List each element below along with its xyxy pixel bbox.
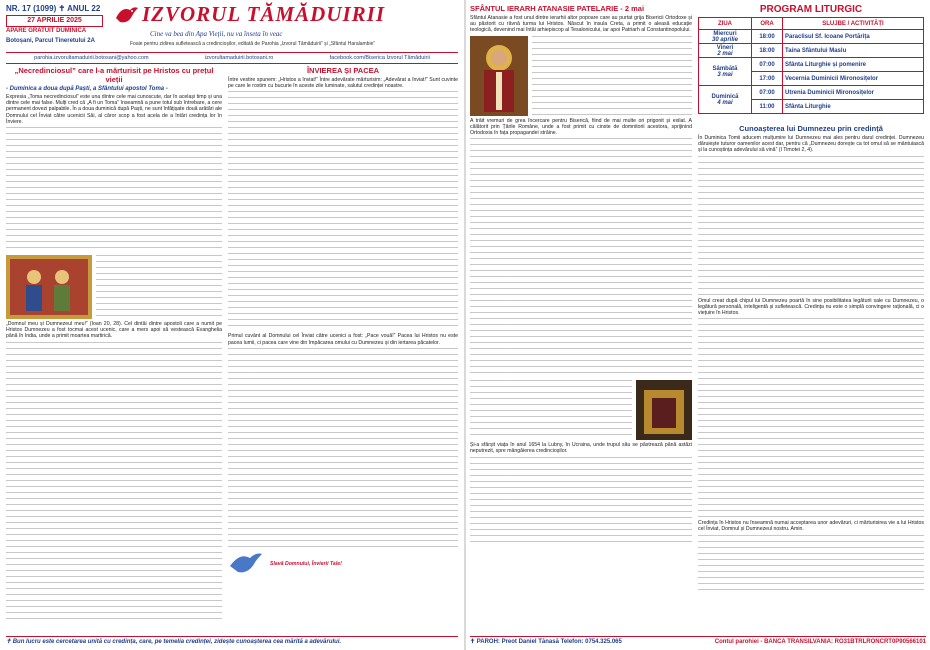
table-row	[699, 86, 924, 100]
article-paragraph: Expresia „Toma necredinciosul” este una dintre cele mai cunoscute, dar în același timp și una dintre cele mai false. Mulți cred că „A fi un Toma” înseamnă a pune totul sub întrebare, a cere permanent dovezi palpabile. În a doua duminică după Paști, ne sunt înfățișate două arătări ale Domnului cel Înviat către ucenicii Săi, al căror scop a fost acela de a întări credința lor în Înviere.	[6, 94, 222, 125]
article-paragraph: A trăit vremuri de grea încercare pentru Biserică, fiind de mai multe ori prigonit și exilat. A călătorit prin Țările Române, unde a fost primit cu cinste de domnitorii acestora, sprijinind Ortodoxia în fața propagandei străine.	[470, 117, 692, 137]
row-service: Vecernia Duminicii Mironosițelor	[783, 72, 924, 86]
dove-icon	[228, 550, 264, 578]
text-lines	[6, 342, 222, 622]
article-toma	[6, 66, 222, 632]
relics-photo	[636, 380, 692, 440]
issue-number: NR. 17 (1099) ✝ ANUL 22	[6, 4, 101, 13]
website-link[interactable]: izvorultamaduirii.botosani.ro	[204, 55, 274, 61]
row-date: 2 mai	[717, 50, 733, 57]
saint-icon	[470, 36, 528, 116]
row-time: 07:00	[752, 86, 783, 100]
article-title: Cunoașterea lui Dumnezeu prin credință	[739, 124, 883, 133]
text-lines	[470, 457, 692, 547]
newspaper-title: IZVORUL TĂMĂDUIRII	[142, 2, 386, 26]
article-paragraph: Și-a sfârșit viața în anul 1654 la Lubny, în Ucraina, unde trupul său se păstrează până astăzi neputrezit, spre mângâierea credincioșilor.	[470, 442, 692, 455]
article-subtitle: - Duminica a doua după Paști, a Sfântului apostol Toma -	[6, 86, 168, 92]
row-day: Duminică	[711, 93, 739, 100]
email-link[interactable]: parohia.izvorultamaduirii.botosani@yahoo.com	[34, 55, 149, 61]
publication-note: Foaie pentru zidirea sufletească a credincioșilor, editată de Parohia „Izvorul Tămăduirii” și „Sfântul Haralambie”	[130, 41, 376, 47]
row-day: Sâmbătă	[712, 65, 738, 72]
row-service: Paraclisul Sf. Icoane Portărița	[783, 30, 924, 44]
text-lines	[6, 127, 222, 253]
text-lines	[96, 255, 222, 319]
row-date: 3 mai	[717, 71, 733, 78]
col-header-day: ZIUA	[699, 18, 752, 30]
program-table	[698, 17, 924, 114]
article-paragraph: Primul cuvânt al Domnului cel Înviat către ucenici a fost: „Pace vouă!” Pacea lui Hristos nu este pacea lumii, ci pacea care vine din împăcarea omului cu Dumnezeu și din iertarea păcatelor.	[228, 333, 458, 346]
row-time: 18:00	[752, 30, 783, 44]
program-title: PROGRAM LITURGIC	[759, 4, 863, 15]
row-service: Utrenia Duminicii Mironosițelor	[783, 86, 924, 100]
page-footer	[470, 636, 926, 647]
contact-bar	[6, 52, 458, 64]
article-paragraph: În Duminica Tomii aducem mulțumire lui Dumnezeu mai ales pentru darul credinței. Dumnezeu dăruiește tuturor oamenilor acest dar, pentru că „Dumnezeu dorește ca tot omul să se mântuiască și la cunoștința adevărului să vină” (I Timotei 2, 4).	[698, 135, 924, 154]
publish-note: APARE GRATUIT DUMINICA	[6, 28, 87, 34]
row-day: Miercuri	[713, 30, 737, 37]
icon-painting	[6, 255, 92, 319]
article-paragraph: Credința în Hristos nu înseamnă numai acceptarea unor adevăruri, ci mărturisirea vie a lui Hristos cel Înviat, Domnul și Dumnezeul nostru. Amin.	[698, 520, 924, 533]
dove-icon	[112, 4, 140, 28]
text-lines	[470, 380, 632, 440]
text-lines	[698, 318, 924, 518]
article-closing: Slavă Domnului, Învierii Tale!	[270, 560, 342, 567]
text-lines	[698, 156, 924, 296]
article-credinta	[698, 124, 924, 632]
text-lines	[470, 138, 692, 378]
priest-contact: ✝ PAROH: Preot Daniel Tănasă Telefon: 0754.325.065	[470, 639, 622, 645]
row-time: 11:00	[752, 100, 783, 114]
article-title: ÎNVIEREA ȘI PACEA	[306, 66, 380, 75]
table-row	[699, 30, 924, 44]
article-paragraph: Între vestire spunem: „Hristos a înviat!” Între adevărate mărturisim: „Adevărat a înviat!” Sunt cuvinte pe care le rostim cu bucurie în aceste zile luminate, salutul credinței noastre.	[228, 77, 458, 90]
bank-account: Contul parohiei - BANCA TRANSILVANIA: RO31BTRLRONCRT0P90566101	[714, 639, 926, 645]
row-service: Taina Sfântului Maslu	[783, 44, 924, 58]
tagline: Cine va bea din Apa Vieții, nu va înseta în veac	[150, 30, 283, 38]
article-paragraph: Sfântul Atanasie a fost unul dintre ierarhii altor popoare care au purtat grija Bisericii Ortodoxe și au păstorit cu râvnă turma lui Hristos. Născut în insula Creta, a primit o aleasă educație teologică, devenind mai întâi arhiepiscop al Tesalonicului, iar apoi Patriarh al Constantinopolului.	[470, 15, 692, 34]
col-header-time: ORA	[752, 18, 783, 30]
article-atanasie	[470, 4, 692, 632]
right-page	[466, 0, 930, 650]
issue-date: 27 APRILIE 2025	[6, 15, 103, 27]
text-lines	[228, 91, 458, 331]
page-footer: ✝ Bun lucru este cercetarea unită cu credința, care, pe temelia credinței, zidește cunoașterea cea mărită a adevărului.	[6, 636, 458, 647]
article-pace	[228, 66, 458, 632]
table-row	[699, 44, 924, 58]
row-time: 07:00	[752, 58, 783, 72]
row-service: Sfânta Liturghie	[783, 100, 924, 114]
row-date: 30 aprilie	[711, 36, 738, 43]
article-paragraph: Omul creat după chipul lui Dumnezeu poartă în sine posibilitatea legăturii sale cu Dumnezeu, o legătură personală, inteligentă și sufletească. Credința nu este o simplă convingere rațională, ci o viețuire în Hristos.	[698, 297, 924, 317]
article-title: SFÂNTUL IERARH ATANASIE PATELARIE - 2 mai	[470, 4, 645, 13]
row-service: Sfânta Liturghie și pomenire	[783, 58, 924, 72]
text-lines	[698, 535, 924, 595]
col-header-service: SLUJBE / ACTIVITĂȚI	[783, 18, 924, 30]
row-date: 4 mai	[717, 99, 733, 106]
facebook-link[interactable]: facebook.com/Biserica Izvorul Tămăduirii	[329, 55, 430, 61]
article-paragraph: „Domnul meu și Dumnezeul meu!” (Ioan 20, 28). Cel dintâi dintre apostoli care a numit pe Hristos Dumnezeu a fost tocmai acest ucenic, care a mers apoi să vestească Evanghelia până în India, unde a primit moartea martirică.	[6, 321, 222, 340]
left-page	[0, 0, 464, 650]
text-lines	[532, 36, 692, 116]
parish-address: Botoșani, Parcul Tineretului 2A	[6, 38, 95, 44]
text-lines	[228, 348, 458, 548]
article-title: „Necredinciosul” care l-a mărturisit pe Hristos cu prețul vieții	[14, 66, 214, 84]
row-day: Vineri	[716, 44, 734, 51]
table-row	[699, 58, 924, 72]
row-time: 18:00	[752, 44, 783, 58]
row-time: 17:00	[752, 72, 783, 86]
